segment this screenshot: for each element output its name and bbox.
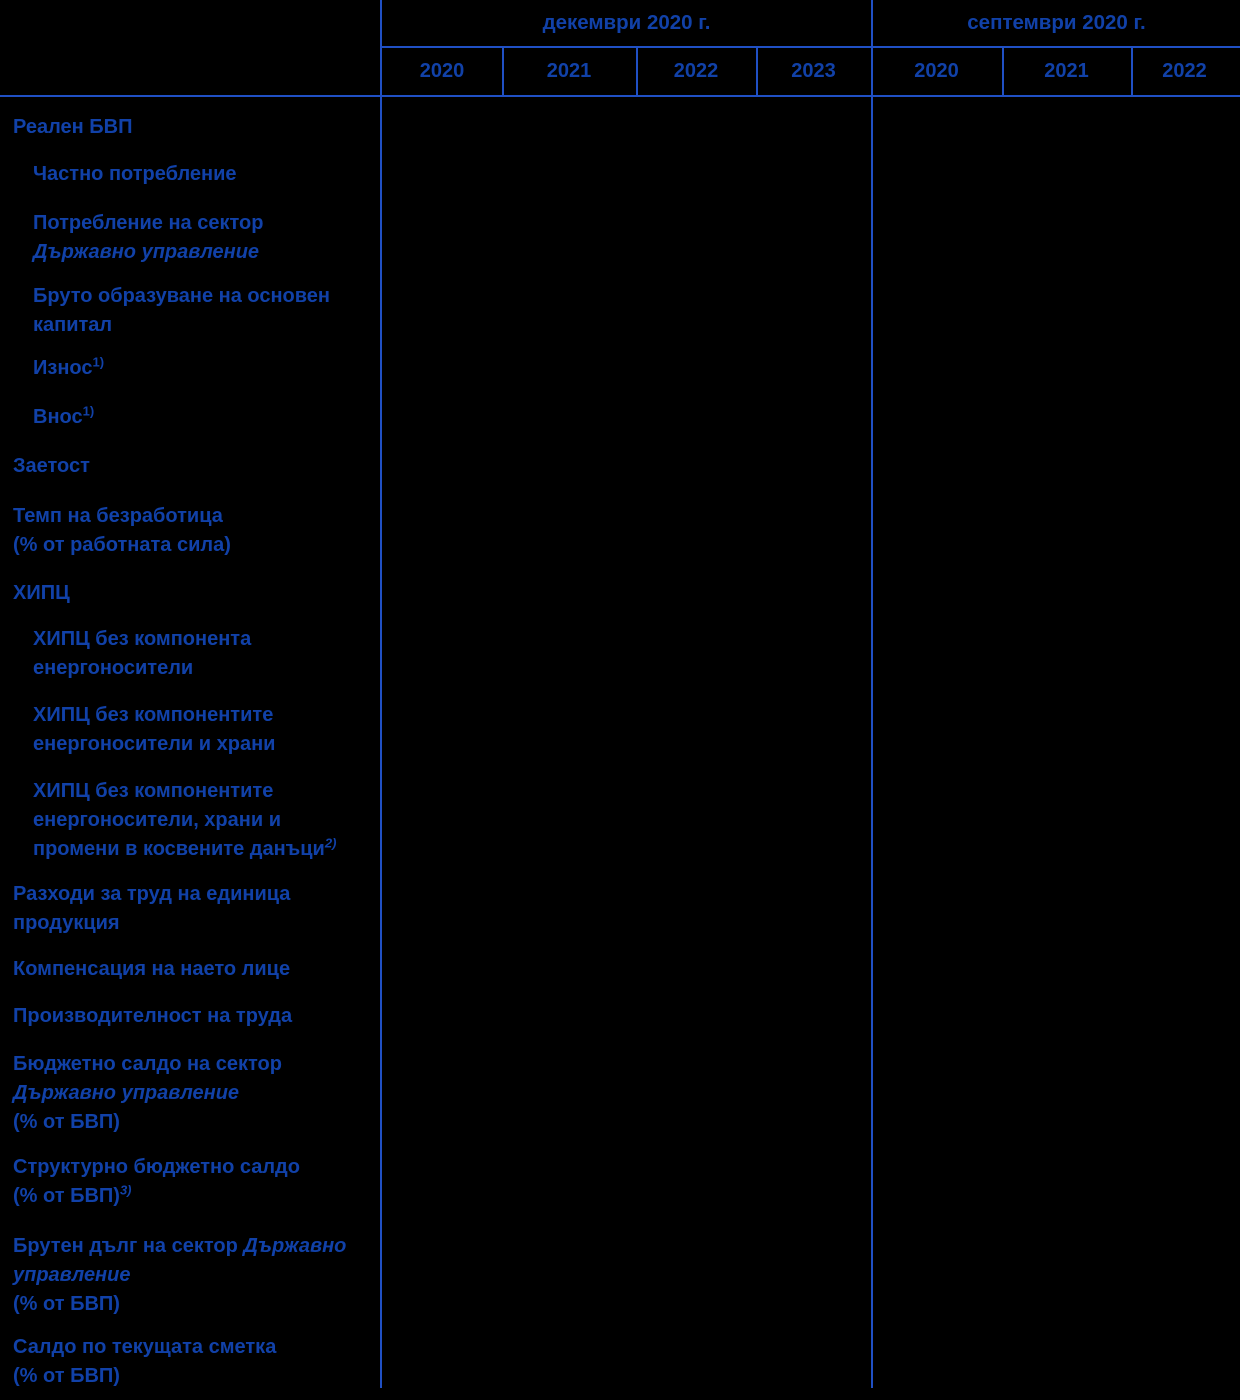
year-header-underline [0,95,1240,97]
row-label-text: промени в косвените данъци [33,838,325,860]
row-label-text: Разходи за труд на единица [13,883,291,905]
year-header: 2023 [791,60,836,82]
year-header: 2020 [419,60,465,82]
table-row [13,1002,292,1031]
row-label-text: Компенсация на наето лице [13,958,291,980]
row-label-line [13,113,132,142]
row-label-line [33,403,94,432]
row-label-text: (% от БВП) [13,1293,120,1315]
row-label-text: (% от работната сила) [13,534,231,556]
table-row [33,209,263,267]
row-label-text: Производителност на труда [13,1005,293,1027]
table-row [33,403,94,432]
row-label-text: Внос [33,406,83,428]
row-label-text: Бюджетно салдо на сектор [13,1053,282,1075]
table-row [33,160,237,189]
year-header: 2022 [673,60,719,82]
row-label-line [33,654,251,683]
row-label-text: ХИПЦ без компонентите [33,780,274,802]
row-label-line [13,1232,346,1261]
row-label-line [13,1182,300,1211]
row-label-line [33,209,263,238]
row-label-line [13,579,70,608]
row-label-text: енергоносители [33,657,194,679]
row-label-line [33,625,251,654]
table-row [13,502,231,560]
row-label-text: Държавно [243,1235,347,1257]
row-label-text: продукция [13,912,120,934]
row-label-line [13,955,290,984]
table-row [33,701,275,759]
year-header: 2022 [1162,60,1207,82]
row-label-line [33,311,330,340]
row-label-line [13,909,290,938]
row-label-text: Реален БВП [13,116,133,138]
row-label-line [13,1362,276,1391]
row-label-text: Държавно управление [13,1082,240,1104]
table-row [13,1232,346,1319]
table-row [33,625,251,683]
column-group-september [873,0,1240,46]
group-divider [871,0,873,1388]
row-label-line [13,1002,292,1031]
table-row [13,113,132,142]
row-label-line [33,238,263,267]
column-group-december [382,0,871,46]
row-label-text: Салдо по текущата сметка [13,1336,277,1358]
row-label-text: Частно потребление [33,163,237,185]
row-label-line [13,1108,282,1137]
row-label-line [33,160,237,189]
row-label-text: управление [13,1264,131,1286]
row-label-text: (% от БВП) [13,1111,120,1133]
row-label-text: Заетост [13,455,90,477]
table-row [33,354,104,383]
row-label-line [33,701,275,730]
row-label-line [33,806,336,835]
row-label-line [13,1079,282,1108]
footnote-marker: 3) [119,1182,132,1198]
row-label-line [33,777,336,806]
year-header: 2021 [1044,60,1089,82]
year-header: 2021 [546,60,592,82]
row-label-line [13,502,231,531]
row-label-text: Държавно управление [33,241,260,263]
column-group-label: декември 2020 г. [542,11,711,34]
row-label-text: Бруто образуване на основен [33,285,331,307]
footnote-marker: 2) [324,835,337,851]
row-label-text: ХИПЦ без компонента [33,628,252,650]
row-label-text: Износ [33,357,93,379]
row-label-text: Брутен дълг на сектор [13,1235,244,1257]
row-label-text: ХИПЦ [13,582,70,604]
row-label-line [33,354,104,383]
row-label-text: енергоносители, храни и [33,809,281,831]
table-row [13,1050,282,1137]
row-label-line [13,1261,346,1290]
year-header: 2020 [914,60,959,82]
footnote-marker: 1) [82,403,95,419]
row-label-text: Структурно бюджетно салдо [13,1156,300,1178]
row-label-line [13,1333,276,1362]
row-label-line [33,730,275,759]
row-label-line [13,880,290,909]
row-label-text: ХИПЦ без компонентите [33,704,274,726]
row-label-line [13,1153,300,1182]
table-row [13,579,70,608]
table-row [13,1333,276,1391]
row-label-line [13,1050,282,1079]
row-label-text: енергоносители и храни [33,733,276,755]
table-row [13,1153,300,1211]
table-row [33,282,330,340]
row-label-text: капитал [33,314,113,336]
row-label-line [33,282,330,311]
table-row [13,452,90,481]
row-label-text: (% от БВП) [13,1365,120,1387]
table-row [13,955,290,984]
label-column-divider [380,0,382,1388]
table-row [33,777,336,864]
year-header-row [382,48,1238,95]
row-label-line [13,531,231,560]
row-label-line [13,1290,346,1319]
footnote-marker: 1) [92,354,105,370]
row-label-text: Потребление на сектор [33,212,264,234]
table-row [13,880,290,938]
row-label-line [13,452,90,481]
row-label-text: Темп на безработица [13,505,223,527]
row-label-line [33,835,336,864]
column-group-label: септември 2020 г. [967,11,1146,34]
row-label-text: (% от БВП) [13,1185,120,1207]
